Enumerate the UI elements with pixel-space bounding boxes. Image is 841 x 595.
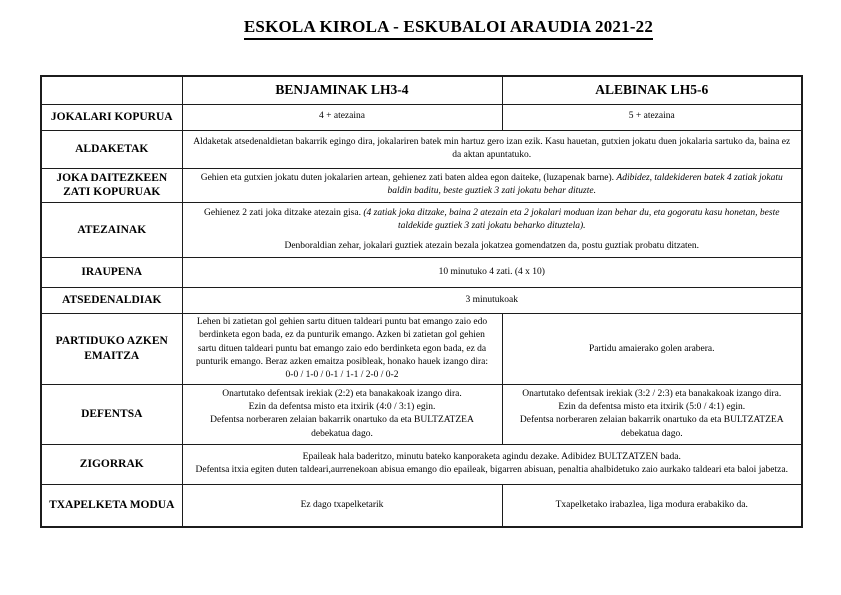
cell-joka-daitezkeen xyxy=(182,168,802,203)
cell-txapelketa-alebinak: Txapelketako irabazlea, liga modura erabakiko da. xyxy=(502,484,802,527)
cell-jokalari-benjaminak: 4 + atezaina xyxy=(182,104,502,130)
row-label-atezainak: ATEZAINAK xyxy=(41,203,182,258)
atezainak-paragraph-2: Denboraldian zehar, jokalari guztiek atezain bezala jokatzea gomendatzen da, postu guztiak probatu ditzaten. xyxy=(284,241,700,252)
cell-jokalari-alebinak: 5 + atezaina xyxy=(502,104,802,130)
cell-aldaketak: Aldaketak atsedenaldietan bakarrik egingo dira, jokalariren batek min hartuz gero izan ezik. Kasu hauetan, gutxien jokatu duen jokalaria sartuko da, baina ez da aktan apuntatuko. xyxy=(182,130,802,168)
column-header-alebinak: ALEBINAK LH5-6 xyxy=(502,76,802,104)
partiduko-benjaminak-text: Lehen bi zatietan gol gehien sartu dituen taldeari puntu bat emango zaio edo berdinketa egon bada, ez da punturik emango. Azken bi zatietan gol gehien sartu dituen taldeari puntu bat emango zaio edo berdinketa egon bada, ez da punturik emango. Beraz azken emaitza posibleak, honako hauek izango dira: xyxy=(195,317,488,367)
header-row xyxy=(41,76,802,104)
row-atsedenaldiak xyxy=(41,288,802,314)
cell-atezainak xyxy=(182,203,802,258)
row-label-iraupena: IRAUPENA xyxy=(41,258,182,288)
zigorrak-line-1: Epaileak hala baderitzo, minutu bateko kanporaketa agindu dezake. Adibidez BULTZATZEN bada. xyxy=(302,452,681,463)
row-label-txapelketa-modua: TXAPELKETA MODUA xyxy=(41,484,182,527)
row-label-aldaketak: ALDAKETAK xyxy=(41,130,182,168)
row-partiduko-azken-emaitza xyxy=(41,314,802,385)
cell-iraupena: 10 minutuko 4 zati. (4 x 10) xyxy=(182,258,802,288)
row-label-atsedenaldiak: ATSEDENALDIAK xyxy=(41,288,182,314)
row-label-partiduko-azken-emaitza: PARTIDUKO AZKEN EMAITZA xyxy=(41,314,182,385)
row-zigorrak xyxy=(41,444,802,484)
row-defentsa xyxy=(41,384,802,444)
cell-partiduko-alebinak: Partidu amaierako golen arabera. xyxy=(502,314,802,385)
cell-partiduko-benjaminak xyxy=(182,314,502,385)
defentsa-alebinak-line-2: Ezin da defentsa misto eta itxirik (5:0 / 4:1) egin. xyxy=(558,402,746,413)
joka-text-italic: Adibidez, taldekideren batek 4 zatiak jokatu baldin baditu, beste guztiek 3 zati jokatu behar dituzte. xyxy=(387,173,783,197)
defentsa-alebinak-line-1: Onartutako defentsak irekiak (3:2 / 2:3) eta banakakoak izango dira. xyxy=(522,389,782,400)
column-header-benjaminak: BENJAMINAK LH3-4 xyxy=(182,76,502,104)
defentsa-benjaminak-line-2: Ezin da defentsa misto eta itxirik (4:0 / 3:1) egin. xyxy=(248,402,436,413)
row-label-defentsa: DEFENTSA xyxy=(41,384,182,444)
row-label-zigorrak: ZIGORRAK xyxy=(41,444,182,484)
row-label-joka-daitezkeen: JOKA DAITEZKEEN ZATI KOPURUAK xyxy=(41,168,182,203)
row-iraupena xyxy=(41,258,802,288)
defentsa-benjaminak-line-3: Defentsa norberaren zelaian bakarrik onartuko da eta BULTZATZEA debekatua dago. xyxy=(210,415,474,439)
row-aldaketak xyxy=(41,130,802,168)
defentsa-benjaminak-line-1: Onartutako defentsak irekiak (2:2) eta banakakoak izango dira. xyxy=(222,389,462,400)
atezainak-paragraph-1 xyxy=(191,207,794,233)
page-title: ESKOLA KIROLA - ESKUBALOI ARAUDIA 2021-22 xyxy=(244,17,653,40)
joka-text-normal: Gehien eta gutxien jokatu duten jokalarien artean, gehienez zati baten aldea egon daiteke, (luzapenak barne). xyxy=(200,173,617,184)
atezainak-p1-italic: (4 zatiak joka ditzake, baina 2 atezain eta 2 jokalari moduan izan behar du, eta gogoratu kasu honetan, beste taldekide guztiek 3 zati jokatu beharko dituztela). xyxy=(363,208,780,232)
row-joka-daitezkeen xyxy=(41,168,802,203)
rules-table xyxy=(40,75,803,528)
cell-txapelketa-benjaminak: Ez dago txapelketarik xyxy=(182,484,502,527)
zigorrak-line-2: Defentsa itxia egiten duten taldeari,aurrenekoan abisua emango dio epaileak, bigarren abisuan, penaltia ahalbidetuko zaio aurkako taldeari eta baloi jabetza. xyxy=(195,465,788,476)
row-txapelketa-modua xyxy=(41,484,802,527)
header-empty-cell xyxy=(41,76,182,104)
cell-defentsa-alebinak xyxy=(502,384,802,444)
cell-zigorrak xyxy=(182,444,802,484)
cell-atsedenaldiak: 3 minutukoak xyxy=(182,288,802,314)
defentsa-alebinak-line-3: Defentsa norberaren zelaian bakarrik onartuko da eta BULTZATZEA debekatua dago. xyxy=(519,415,784,439)
atezainak-p1-normal: Gehienez 2 zati joka ditzake atezain gisa. xyxy=(204,208,364,219)
partiduko-benjaminak-scores: 0-0 / 1-0 / 0-1 / 1-1 / 2-0 / 0-2 xyxy=(285,369,399,380)
row-jokalari-kopurua xyxy=(41,104,802,130)
row-label-jokalari-kopurua: JOKALARI KOPURUA xyxy=(41,104,182,130)
title-bar xyxy=(0,17,841,40)
cell-defentsa-benjaminak xyxy=(182,384,502,444)
row-atezainak xyxy=(41,203,802,258)
